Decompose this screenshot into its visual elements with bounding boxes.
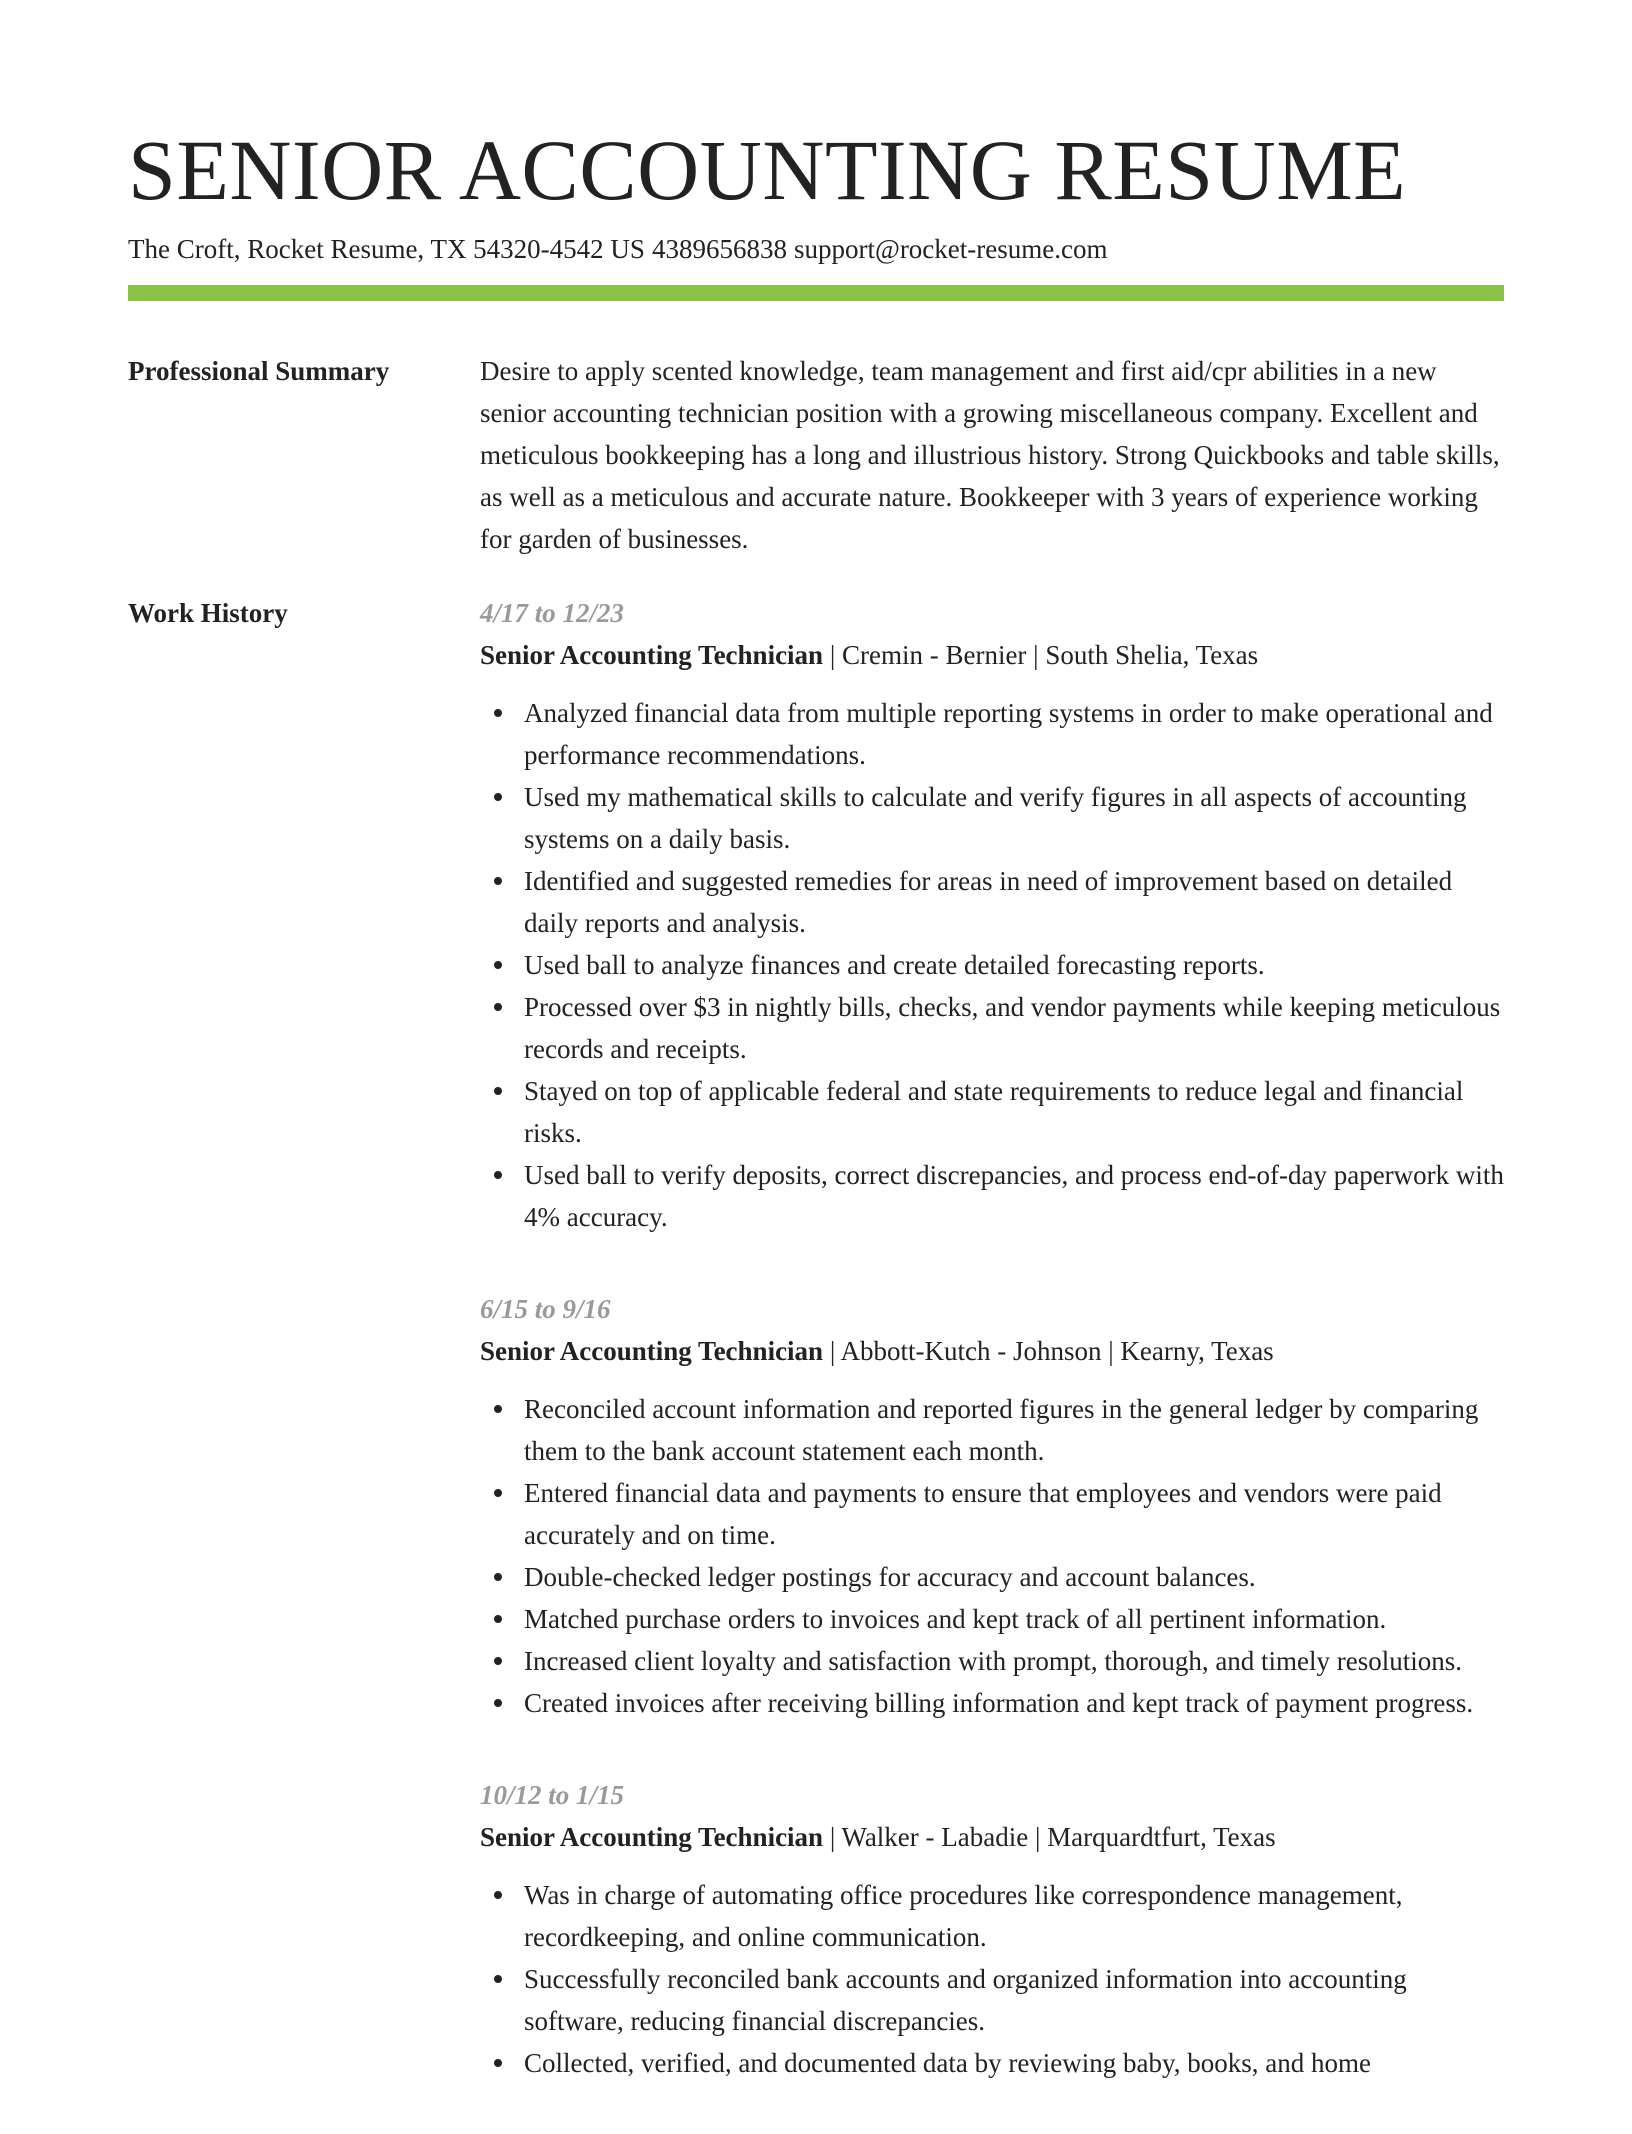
job-dates: 4/17 to 12/23 xyxy=(480,598,625,628)
job-entry xyxy=(480,1774,1504,2084)
job-bullet: Identified and suggested remedies for areas in need of improvement based on detailed daily reports and analysis. xyxy=(480,860,1504,944)
job-bullet: Was in charge of automating office procedures like correspondence management, recordkeeping, and online communication. xyxy=(480,1874,1504,1958)
job-heading xyxy=(480,634,1504,676)
job-dates: 10/12 to 1/15 xyxy=(480,1780,625,1810)
job-bullet: Successfully reconciled bank accounts and organized information into accounting software, reducing financial discrepancies. xyxy=(480,1958,1504,2042)
job-company-location: | Cremin - Bernier | South Shelia, Texas xyxy=(823,640,1259,670)
job-bullet: Increased client loyalty and satisfaction with prompt, thorough, and timely resolutions. xyxy=(480,1640,1504,1682)
summary-section xyxy=(480,350,1504,560)
job-bullet: Used ball to analyze finances and create detailed forecasting reports. xyxy=(480,944,1504,986)
job-heading xyxy=(480,1330,1504,1372)
job-bullet: Used my mathematical skills to calculate and verify figures in all aspects of accounting systems on a daily basis. xyxy=(480,776,1504,860)
job-bullet: Stayed on top of applicable federal and state requirements to reduce legal and financial risks. xyxy=(480,1070,1504,1154)
job-bullet: Used ball to verify deposits, correct discrepancies, and process end-of-day paperwork with 4% accuracy. xyxy=(480,1154,1504,1238)
job-bullet: Analyzed financial data from multiple reporting systems in order to make operational and performance recommendations. xyxy=(480,692,1504,776)
job-bullet: Double-checked ledger postings for accuracy and account balances. xyxy=(480,1556,1504,1598)
job-bullet: Collected, verified, and documented data by reviewing baby, books, and home xyxy=(480,2042,1504,2084)
job-bullets xyxy=(480,1874,1504,2084)
section-label-work-history: Work History xyxy=(128,598,288,628)
contact-address: The Croft, Rocket Resume, TX 54320-4542 US xyxy=(128,234,645,264)
job-dates: 6/15 to 9/16 xyxy=(480,1294,611,1324)
job-bullet: Created invoices after receiving billing information and kept track of payment progress. xyxy=(480,1682,1504,1724)
job-bullet: Entered financial data and payments to ensure that employees and vendors were paid accurately and on time. xyxy=(480,1472,1504,1556)
job-company-location: | Walker - Labadie | Marquardtfurt, Texas xyxy=(823,1822,1276,1852)
header-divider xyxy=(128,285,1504,301)
job-entry xyxy=(480,1288,1504,1724)
work-history-list xyxy=(480,592,1504,2134)
job-bullets xyxy=(480,1388,1504,1724)
job-bullet: Processed over $3 in nightly bills, checks, and vendor payments while keeping meticulous records and receipts. xyxy=(480,986,1504,1070)
job-entry xyxy=(480,592,1504,1238)
job-title: Senior Accounting Technician xyxy=(480,1336,824,1366)
contact-phone: 4389656838 xyxy=(651,234,787,264)
section-label-summary: Professional Summary xyxy=(128,356,390,386)
job-bullet: Reconciled account information and reported figures in the general ledger by comparing them to the bank account statement each month. xyxy=(480,1388,1504,1472)
job-bullets xyxy=(480,692,1504,1238)
job-heading xyxy=(480,1816,1504,1858)
job-title: Senior Accounting Technician xyxy=(480,640,824,670)
resume-title: SENIOR ACCOUNTING RESUME xyxy=(128,122,1407,218)
job-bullet: Matched purchase orders to invoices and kept track of all pertinent information. xyxy=(480,1598,1504,1640)
contact-line xyxy=(128,230,1107,268)
summary-text: Desire to apply scented knowledge, team management and first aid/cpr abilities in a new senior accounting technician position with a growing miscellaneous company. Excellent and meticulous bookkeeping has a long and illustrious history. Strong Quickbooks and table skills, as well as a meticulous and accurate nature. Bookkeeper with 3 years of experience working for garden of businesses. xyxy=(480,356,1500,554)
job-company-location: | Abbott-Kutch - Johnson | Kearny, Texas xyxy=(823,1336,1274,1366)
contact-email[interactable]: support@rocket-resume.com xyxy=(793,234,1108,264)
job-title: Senior Accounting Technician xyxy=(480,1822,824,1852)
